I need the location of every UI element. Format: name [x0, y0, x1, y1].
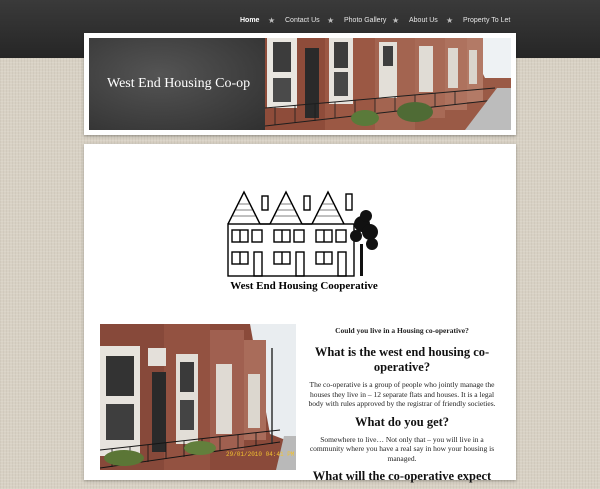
- nav-separator-icon: ★: [392, 16, 400, 25]
- nav-home[interactable]: Home: [240, 17, 260, 24]
- heading-what-is: What is the west end housing co-operative?: [314, 345, 490, 374]
- nav-property-to-let[interactable]: Property To Let: [463, 17, 511, 24]
- paragraph-what-is: The co-operative is a group of people who jointly manage the houses they live in – 12 separate flats and houses. It is a legal body with rules approved by the registrar of friendly societies.: [308, 380, 496, 408]
- heading-what-expect: What will the co-operative expect: [312, 469, 492, 483]
- nav-separator-icon: ★: [446, 16, 454, 25]
- nav-separator-icon: ★: [268, 16, 276, 25]
- main-nav: [0, 17, 600, 29]
- heading-what-do-you-get: What do you get?: [354, 414, 450, 429]
- intro-question: Could you live in a Housing co-operative?: [335, 326, 469, 335]
- paragraph-what-do-you-get: Somewhere to live… Not only that – you will live in a community where you have a real say in how your housing is managed.: [309, 434, 495, 463]
- logo-caption: West End Housing Cooperative: [230, 280, 378, 292]
- nav-separator-icon: ★: [327, 16, 335, 25]
- photo-timestamp: 29/01/2010 04:41 PM: [226, 451, 295, 458]
- header-banner-inner: [89, 38, 511, 130]
- header-banner: [84, 33, 516, 135]
- intro-column: [304, 326, 500, 489]
- nav-about-us[interactable]: About Us: [409, 17, 438, 24]
- main-content: [84, 144, 516, 483]
- nav-photo-gallery[interactable]: Photo Gallery: [344, 17, 387, 24]
- header-street-photo: [265, 38, 511, 130]
- site-title: West End Housing Co-op: [107, 76, 251, 91]
- street-photo: [100, 324, 296, 470]
- nav-contact-us[interactable]: Contact Us: [285, 17, 320, 24]
